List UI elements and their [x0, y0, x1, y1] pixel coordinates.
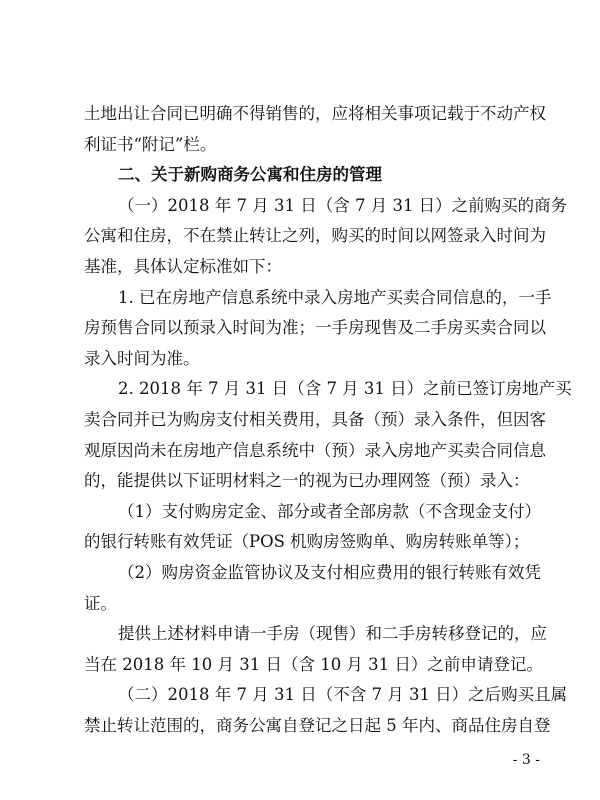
paragraph-line: （一）2018 年 7 月 31 日（含 7 月 31 日）之前购买的商务: [118, 195, 568, 215]
paragraph-line: 禁止转让范围的，商务公寓自登记之日起 5 年内、商品住房自登: [84, 716, 551, 735]
paragraph-line: （二）2018 年 7 月 31 日（不含 7 月 31 日）之后购买且属: [118, 685, 568, 705]
paragraph-line: 1. 已在房地产信息系统中录入房地产买卖合同信息的，一手: [118, 287, 552, 307]
paragraph-line: （1）支付购房定金、部分或者全部房款（不含现金支付）: [118, 501, 541, 521]
paragraph-line: 房预售合同以预录入时间为准；一手房现售及二手房买卖合同以: [84, 318, 546, 338]
paragraph-line: 基准，具体认定标准如下：: [84, 257, 282, 276]
paragraph-line: 提供上述材料申请一手房（现售）和二手房转移登记的，应: [118, 624, 547, 644]
paragraph-line: 的，能提供以下证明材料之一的视为已办理网签（预）录入：: [84, 471, 530, 491]
paragraph-line: 证。: [84, 593, 117, 613]
section-heading: 二、关于新购商务公寓和住房的管理: [118, 165, 382, 185]
paragraph-line: 2. 2018 年 7 月 31 日（含 7 月 31 日）之前已签订房地产买: [118, 379, 572, 399]
paragraph-line: 土地出让合同已明确不得销售的，应将相关事项记载于不动产权: [84, 104, 546, 123]
paragraph-line: 的银行转账有效凭证（POS 机购房签购单、购房转账单等）；: [84, 532, 530, 552]
paragraph-line: 利证书“附记”栏。: [84, 134, 217, 154]
paragraph-line: 卖合同并已为购房支付相关费用，具备（预）录入条件，但因客: [84, 410, 546, 429]
paragraph-line: （2）购房资金监管协议及支付相应费用的银行转账有效凭: [118, 563, 541, 582]
page-number: - 3 -: [512, 752, 540, 768]
paragraph-line: 公寓和住房，不在禁止转让之列，购买的时间以网签录入时间为: [84, 226, 546, 246]
paragraph-line: 当在 2018 年 10 月 31 日（含 10 月 31 日）之前申请登记。: [84, 654, 543, 674]
paragraph-line: 录入时间为准。: [84, 348, 200, 368]
paragraph-line: 观原因尚未在房地产信息系统中（预）录入房地产买卖合同信息: [84, 440, 546, 460]
